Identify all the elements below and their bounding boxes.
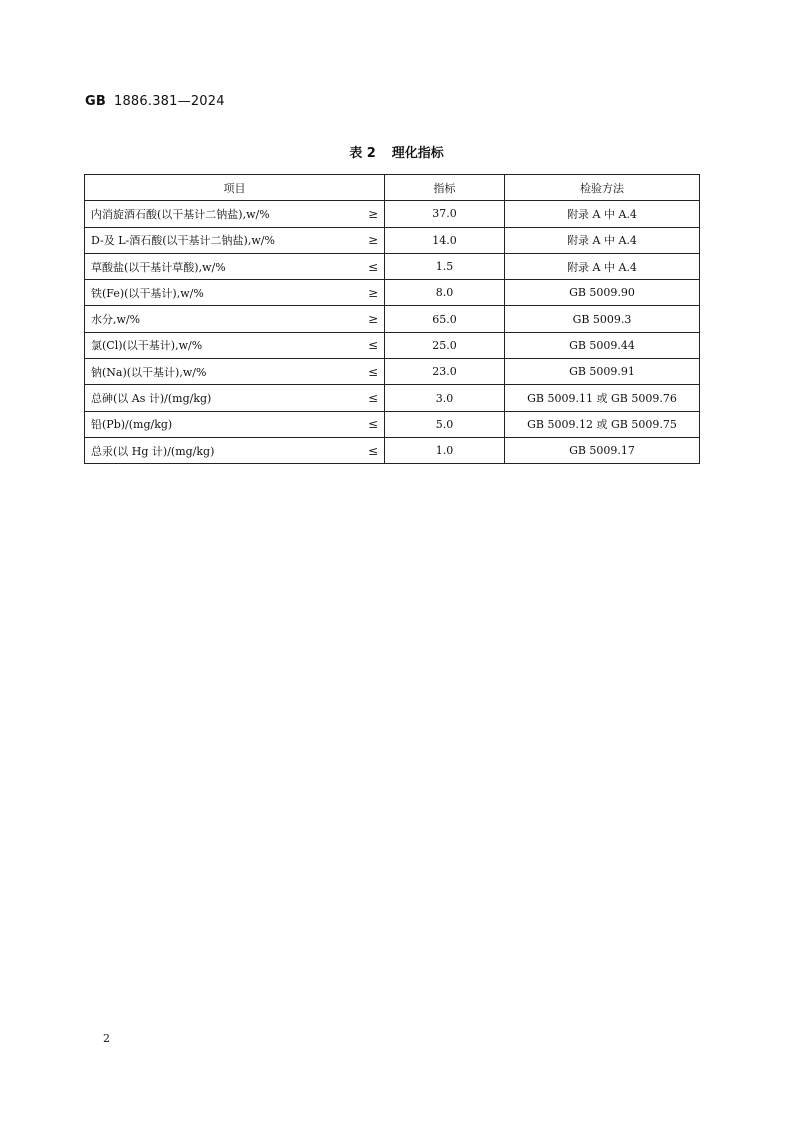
method-cell: GB 5009.44 <box>505 332 700 358</box>
value-cell: 1.0 <box>385 437 505 463</box>
comparison-operator: ≤ <box>367 364 378 379</box>
item-cell <box>85 385 385 411</box>
table-header-row <box>85 175 700 201</box>
method-cell: 附录 A 中 A.4 <box>505 227 700 253</box>
value-cell: 8.0 <box>385 280 505 306</box>
comparison-operator: ≥ <box>367 285 378 300</box>
comparison-operator: ≤ <box>367 259 378 274</box>
item-cell <box>85 332 385 358</box>
method-cell: 附录 A 中 A.4 <box>505 253 700 279</box>
item-label: 铁(Fe)(以干基计),w/% <box>91 286 204 300</box>
table-row <box>85 437 700 463</box>
method-cell: GB 5009.11 或 GB 5009.76 <box>505 385 700 411</box>
item-label: 钠(Na)(以干基计),w/% <box>91 365 207 379</box>
value-cell: 37.0 <box>385 201 505 227</box>
table-row <box>85 306 700 332</box>
comparison-operator: ≤ <box>367 417 378 432</box>
standard-prefix: GB <box>85 94 106 109</box>
table-title-text: 理化指标 <box>391 146 444 161</box>
item-label: 草酸盐(以干基计草酸),w/% <box>91 260 226 274</box>
header-value: 指标 <box>385 175 505 201</box>
comparison-operator: ≥ <box>367 206 378 221</box>
table-row <box>85 385 700 411</box>
value-cell: 1.5 <box>385 253 505 279</box>
table-row <box>85 359 700 385</box>
header-method: 检验方法 <box>505 175 700 201</box>
method-cell: GB 5009.12 或 GB 5009.75 <box>505 411 700 437</box>
item-cell <box>85 359 385 385</box>
value-cell: 3.0 <box>385 385 505 411</box>
table-title <box>0 142 793 161</box>
item-cell <box>85 201 385 227</box>
comparison-operator: ≤ <box>367 391 378 406</box>
item-cell <box>85 253 385 279</box>
table-row <box>85 253 700 279</box>
item-label: D-及 L-酒石酸(以干基计二钠盐),w/% <box>91 234 275 248</box>
item-label: 内消旋酒石酸(以干基计二钠盐),w/% <box>91 207 270 221</box>
method-cell: 附录 A 中 A.4 <box>505 201 700 227</box>
comparison-operator: ≥ <box>367 312 378 327</box>
value-cell: 5.0 <box>385 411 505 437</box>
item-label: 总砷(以 As 计)/(mg/kg) <box>91 392 212 406</box>
method-cell: GB 5009.90 <box>505 280 700 306</box>
spec-table <box>84 174 700 464</box>
table-row <box>85 280 700 306</box>
method-cell: GB 5009.3 <box>505 306 700 332</box>
table-row <box>85 201 700 227</box>
item-label: 氯(Cl)(以干基计),w/% <box>91 339 203 353</box>
header-item: 项目 <box>85 175 385 201</box>
standard-number: 1886.381—2024 <box>113 94 225 109</box>
page-number: 2 <box>103 1032 110 1045</box>
method-cell: GB 5009.91 <box>505 359 700 385</box>
item-label: 铅(Pb)/(mg/kg) <box>91 418 173 432</box>
value-cell: 25.0 <box>385 332 505 358</box>
value-cell: 65.0 <box>385 306 505 332</box>
table-row <box>85 227 700 253</box>
item-cell <box>85 411 385 437</box>
comparison-operator: ≤ <box>367 443 378 458</box>
item-label: 水分,w/% <box>91 313 141 327</box>
item-cell <box>85 280 385 306</box>
item-cell <box>85 437 385 463</box>
table-row <box>85 332 700 358</box>
value-cell: 14.0 <box>385 227 505 253</box>
standard-code <box>85 94 225 109</box>
table-row <box>85 411 700 437</box>
item-cell <box>85 227 385 253</box>
method-cell: GB 5009.17 <box>505 437 700 463</box>
table-number: 表 2 <box>349 146 376 161</box>
value-cell: 23.0 <box>385 359 505 385</box>
comparison-operator: ≥ <box>367 233 378 248</box>
comparison-operator: ≤ <box>367 338 378 353</box>
item-label: 总汞(以 Hg 计)/(mg/kg) <box>91 444 215 458</box>
table-body <box>85 201 700 464</box>
item-cell <box>85 306 385 332</box>
